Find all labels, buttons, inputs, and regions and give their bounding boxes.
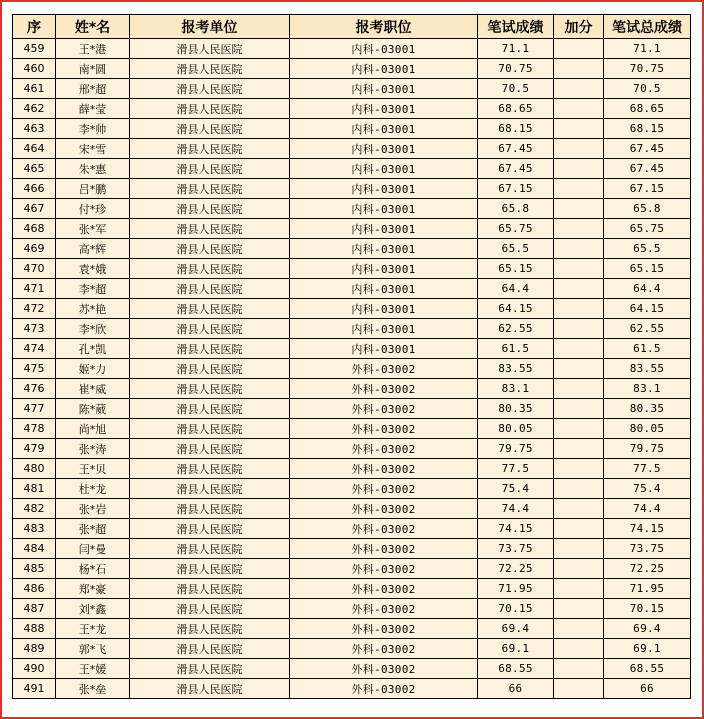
position-cell: 内科-03001 (290, 199, 478, 219)
total-score-cell: 68.65 (604, 99, 691, 119)
bonus-cell (554, 559, 604, 579)
table-row (13, 259, 691, 279)
unit-cell: 滑县人民医院 (130, 599, 290, 619)
serial-cell: 489 (13, 639, 56, 659)
name-cell: 杨*石 (56, 559, 130, 579)
written-score-cell: 69.4 (478, 619, 554, 639)
name-cell: 付*珍 (56, 199, 130, 219)
bonus-cell (554, 639, 604, 659)
position-cell: 内科-03001 (290, 59, 478, 79)
written-score-cell: 74.15 (478, 519, 554, 539)
serial-cell: 462 (13, 99, 56, 119)
total-score-cell: 74.15 (604, 519, 691, 539)
written-score-cell: 64.15 (478, 299, 554, 319)
position-cell: 内科-03001 (290, 39, 478, 59)
name-cell: 高*辉 (56, 239, 130, 259)
table-row (13, 339, 691, 359)
bonus-cell (554, 99, 604, 119)
unit-cell: 滑县人民医院 (130, 239, 290, 259)
position-cell: 内科-03001 (290, 99, 478, 119)
written-score-cell: 67.45 (478, 159, 554, 179)
table-row (13, 99, 691, 119)
table-row (13, 179, 691, 199)
name-cell: 王*龙 (56, 619, 130, 639)
table-row (13, 159, 691, 179)
bonus-cell (554, 579, 604, 599)
bonus-cell (554, 139, 604, 159)
written-score-cell: 68.55 (478, 659, 554, 679)
position-cell: 内科-03001 (290, 159, 478, 179)
unit-cell: 滑县人民医院 (130, 559, 290, 579)
header-serial: 序 (13, 15, 56, 39)
total-score-cell: 66 (604, 679, 691, 699)
serial-cell: 472 (13, 299, 56, 319)
position-cell: 外科-03002 (290, 359, 478, 379)
name-cell: 李*欣 (56, 319, 130, 339)
bonus-cell (554, 239, 604, 259)
serial-cell: 485 (13, 559, 56, 579)
unit-cell: 滑县人民医院 (130, 379, 290, 399)
written-score-cell: 80.35 (478, 399, 554, 419)
table-row (13, 79, 691, 99)
header-written-score: 笔试成绩 (478, 15, 554, 39)
position-cell: 内科-03001 (290, 279, 478, 299)
table-row (13, 379, 691, 399)
written-score-cell: 83.55 (478, 359, 554, 379)
unit-cell: 滑县人民医院 (130, 679, 290, 699)
table-row (13, 479, 691, 499)
serial-cell: 480 (13, 459, 56, 479)
written-score-cell: 75.4 (478, 479, 554, 499)
total-score-cell: 70.5 (604, 79, 691, 99)
bonus-cell (554, 179, 604, 199)
table-row (13, 59, 691, 79)
table-row (13, 239, 691, 259)
serial-cell: 474 (13, 339, 56, 359)
bonus-cell (554, 499, 604, 519)
total-score-cell: 75.4 (604, 479, 691, 499)
position-cell: 外科-03002 (290, 379, 478, 399)
name-cell: 苏*艳 (56, 299, 130, 319)
written-score-cell: 67.45 (478, 139, 554, 159)
unit-cell: 滑县人民医院 (130, 319, 290, 339)
table-row (13, 439, 691, 459)
unit-cell: 滑县人民医院 (130, 259, 290, 279)
serial-cell: 491 (13, 679, 56, 699)
bonus-cell (554, 79, 604, 99)
written-score-cell: 71.1 (478, 39, 554, 59)
table-row (13, 119, 691, 139)
name-cell: 吕*鹏 (56, 179, 130, 199)
name-cell: 张*军 (56, 219, 130, 239)
written-score-cell: 66 (478, 679, 554, 699)
name-cell: 王*贝 (56, 459, 130, 479)
bonus-cell (554, 119, 604, 139)
header-position: 报考职位 (290, 15, 478, 39)
total-score-cell: 67.15 (604, 179, 691, 199)
total-score-cell: 79.75 (604, 439, 691, 459)
total-score-cell: 67.45 (604, 159, 691, 179)
written-score-cell: 73.75 (478, 539, 554, 559)
serial-cell: 471 (13, 279, 56, 299)
total-score-cell: 70.75 (604, 59, 691, 79)
name-cell: 薛*莹 (56, 99, 130, 119)
bonus-cell (554, 539, 604, 559)
bonus-cell (554, 379, 604, 399)
bonus-cell (554, 479, 604, 499)
unit-cell: 滑县人民医院 (130, 499, 290, 519)
name-cell: 李*帅 (56, 119, 130, 139)
total-score-cell: 83.1 (604, 379, 691, 399)
written-score-cell: 74.4 (478, 499, 554, 519)
written-score-cell: 80.05 (478, 419, 554, 439)
serial-cell: 468 (13, 219, 56, 239)
total-score-cell: 69.1 (604, 639, 691, 659)
table-row (13, 199, 691, 219)
name-cell: 尚*旭 (56, 419, 130, 439)
written-score-cell: 68.15 (478, 119, 554, 139)
serial-cell: 464 (13, 139, 56, 159)
unit-cell: 滑县人民医院 (130, 539, 290, 559)
bonus-cell (554, 599, 604, 619)
serial-cell: 465 (13, 159, 56, 179)
unit-cell: 滑县人民医院 (130, 339, 290, 359)
position-cell: 内科-03001 (290, 319, 478, 339)
position-cell: 内科-03001 (290, 219, 478, 239)
position-cell: 外科-03002 (290, 499, 478, 519)
serial-cell: 459 (13, 39, 56, 59)
position-cell: 外科-03002 (290, 459, 478, 479)
total-score-cell: 67.45 (604, 139, 691, 159)
name-cell: 宋*雪 (56, 139, 130, 159)
header-name: 姓*名 (56, 15, 130, 39)
serial-cell: 486 (13, 579, 56, 599)
position-cell: 外科-03002 (290, 399, 478, 419)
serial-cell: 477 (13, 399, 56, 419)
position-cell: 外科-03002 (290, 439, 478, 459)
name-cell: 郑*豪 (56, 579, 130, 599)
unit-cell: 滑县人民医院 (130, 219, 290, 239)
bonus-cell (554, 519, 604, 539)
written-score-cell: 65.15 (478, 259, 554, 279)
table-row (13, 519, 691, 539)
unit-cell: 滑县人民医院 (130, 159, 290, 179)
bonus-cell (554, 459, 604, 479)
header-total-score: 笔试总成绩 (604, 15, 691, 39)
written-score-cell: 65.8 (478, 199, 554, 219)
position-cell: 外科-03002 (290, 419, 478, 439)
written-score-cell: 65.5 (478, 239, 554, 259)
table-row (13, 459, 691, 479)
serial-cell: 482 (13, 499, 56, 519)
unit-cell: 滑县人民医院 (130, 439, 290, 459)
unit-cell: 滑县人民医院 (130, 399, 290, 419)
serial-cell: 490 (13, 659, 56, 679)
total-score-cell: 65.15 (604, 259, 691, 279)
total-score-cell: 65.75 (604, 219, 691, 239)
bonus-cell (554, 159, 604, 179)
table-row (13, 539, 691, 559)
bonus-cell (554, 679, 604, 699)
written-score-cell: 70.5 (478, 79, 554, 99)
serial-cell: 463 (13, 119, 56, 139)
bonus-cell (554, 619, 604, 639)
unit-cell: 滑县人民医院 (130, 119, 290, 139)
header-unit: 报考单位 (130, 15, 290, 39)
serial-cell: 488 (13, 619, 56, 639)
total-score-cell: 80.05 (604, 419, 691, 439)
name-cell: 张*超 (56, 519, 130, 539)
name-cell: 袁*娥 (56, 259, 130, 279)
total-score-cell: 69.4 (604, 619, 691, 639)
bonus-cell (554, 359, 604, 379)
total-score-cell: 72.25 (604, 559, 691, 579)
total-score-cell: 71.95 (604, 579, 691, 599)
name-cell: 王*媛 (56, 659, 130, 679)
unit-cell: 滑县人民医院 (130, 479, 290, 499)
serial-cell: 469 (13, 239, 56, 259)
position-cell: 内科-03001 (290, 179, 478, 199)
unit-cell: 滑县人民医院 (130, 419, 290, 439)
table-row (13, 659, 691, 679)
total-score-cell: 73.75 (604, 539, 691, 559)
table-body (13, 39, 691, 699)
serial-cell: 479 (13, 439, 56, 459)
written-score-cell: 71.95 (478, 579, 554, 599)
exam-score-table (12, 14, 691, 699)
written-score-cell: 69.1 (478, 639, 554, 659)
unit-cell: 滑县人民医院 (130, 99, 290, 119)
table-row (13, 559, 691, 579)
unit-cell: 滑县人民医院 (130, 459, 290, 479)
position-cell: 外科-03002 (290, 599, 478, 619)
table-row (13, 579, 691, 599)
written-score-cell: 70.15 (478, 599, 554, 619)
position-cell: 外科-03002 (290, 619, 478, 639)
unit-cell: 滑县人民医院 (130, 519, 290, 539)
position-cell: 外科-03002 (290, 479, 478, 499)
position-cell: 内科-03001 (290, 79, 478, 99)
name-cell: 刘*鑫 (56, 599, 130, 619)
table-row (13, 419, 691, 439)
total-score-cell: 64.4 (604, 279, 691, 299)
bonus-cell (554, 419, 604, 439)
unit-cell: 滑县人民医院 (130, 639, 290, 659)
unit-cell: 滑县人民医院 (130, 359, 290, 379)
name-cell: 南*圆 (56, 59, 130, 79)
bonus-cell (554, 299, 604, 319)
unit-cell: 滑县人民医院 (130, 179, 290, 199)
name-cell: 张*岩 (56, 499, 130, 519)
serial-cell: 466 (13, 179, 56, 199)
serial-cell: 481 (13, 479, 56, 499)
bonus-cell (554, 199, 604, 219)
table-row (13, 39, 691, 59)
table-row (13, 299, 691, 319)
unit-cell: 滑县人民医院 (130, 79, 290, 99)
position-cell: 外科-03002 (290, 679, 478, 699)
header-bonus: 加分 (554, 15, 604, 39)
total-score-cell: 70.15 (604, 599, 691, 619)
table-row (13, 219, 691, 239)
unit-cell: 滑县人民医院 (130, 59, 290, 79)
table-row (13, 279, 691, 299)
written-score-cell: 62.55 (478, 319, 554, 339)
table-row (13, 639, 691, 659)
unit-cell: 滑县人民医院 (130, 279, 290, 299)
position-cell: 内科-03001 (290, 339, 478, 359)
total-score-cell: 65.8 (604, 199, 691, 219)
written-score-cell: 77.5 (478, 459, 554, 479)
name-cell: 张*涛 (56, 439, 130, 459)
position-cell: 外科-03002 (290, 579, 478, 599)
total-score-cell: 68.55 (604, 659, 691, 679)
serial-cell: 461 (13, 79, 56, 99)
name-cell: 崔*威 (56, 379, 130, 399)
unit-cell: 滑县人民医院 (130, 299, 290, 319)
unit-cell: 滑县人民医院 (130, 199, 290, 219)
unit-cell: 滑县人民医院 (130, 659, 290, 679)
name-cell: 邢*超 (56, 79, 130, 99)
name-cell: 朱*惠 (56, 159, 130, 179)
total-score-cell: 61.5 (604, 339, 691, 359)
position-cell: 内科-03001 (290, 119, 478, 139)
written-score-cell: 70.75 (478, 59, 554, 79)
total-score-cell: 68.15 (604, 119, 691, 139)
total-score-cell: 62.55 (604, 319, 691, 339)
name-cell: 王*港 (56, 39, 130, 59)
table-row (13, 319, 691, 339)
written-score-cell: 64.4 (478, 279, 554, 299)
position-cell: 外科-03002 (290, 659, 478, 679)
position-cell: 内科-03001 (290, 299, 478, 319)
bonus-cell (554, 59, 604, 79)
name-cell: 李*超 (56, 279, 130, 299)
bonus-cell (554, 339, 604, 359)
bonus-cell (554, 399, 604, 419)
table-row (13, 679, 691, 699)
table-row (13, 619, 691, 639)
total-score-cell: 80.35 (604, 399, 691, 419)
unit-cell: 滑县人民医院 (130, 139, 290, 159)
position-cell: 内科-03001 (290, 139, 478, 159)
written-score-cell: 65.75 (478, 219, 554, 239)
position-cell: 内科-03001 (290, 239, 478, 259)
serial-cell: 475 (13, 359, 56, 379)
written-score-cell: 79.75 (478, 439, 554, 459)
bonus-cell (554, 659, 604, 679)
name-cell: 闫*曼 (56, 539, 130, 559)
serial-cell: 476 (13, 379, 56, 399)
written-score-cell: 72.25 (478, 559, 554, 579)
total-score-cell: 83.55 (604, 359, 691, 379)
written-score-cell: 83.1 (478, 379, 554, 399)
bonus-cell (554, 319, 604, 339)
written-score-cell: 68.65 (478, 99, 554, 119)
bonus-cell (554, 439, 604, 459)
serial-cell: 478 (13, 419, 56, 439)
table-header-row (13, 15, 691, 39)
unit-cell: 滑县人民医院 (130, 579, 290, 599)
unit-cell: 滑县人民医院 (130, 619, 290, 639)
total-score-cell: 74.4 (604, 499, 691, 519)
name-cell: 姬*力 (56, 359, 130, 379)
table-row (13, 359, 691, 379)
unit-cell: 滑县人民医院 (130, 39, 290, 59)
total-score-cell: 65.5 (604, 239, 691, 259)
position-cell: 外科-03002 (290, 559, 478, 579)
position-cell: 外科-03002 (290, 519, 478, 539)
bonus-cell (554, 259, 604, 279)
table-row (13, 499, 691, 519)
serial-cell: 470 (13, 259, 56, 279)
total-score-cell: 71.1 (604, 39, 691, 59)
written-score-cell: 61.5 (478, 339, 554, 359)
total-score-cell: 64.15 (604, 299, 691, 319)
position-cell: 内科-03001 (290, 259, 478, 279)
table-row (13, 139, 691, 159)
bonus-cell (554, 39, 604, 59)
table-row (13, 399, 691, 419)
name-cell: 张*垒 (56, 679, 130, 699)
table-row (13, 599, 691, 619)
name-cell: 陈*葳 (56, 399, 130, 419)
total-score-cell: 77.5 (604, 459, 691, 479)
position-cell: 外科-03002 (290, 639, 478, 659)
serial-cell: 487 (13, 599, 56, 619)
bonus-cell (554, 279, 604, 299)
serial-cell: 460 (13, 59, 56, 79)
bonus-cell (554, 219, 604, 239)
serial-cell: 467 (13, 199, 56, 219)
serial-cell: 473 (13, 319, 56, 339)
position-cell: 外科-03002 (290, 539, 478, 559)
written-score-cell: 67.15 (478, 179, 554, 199)
serial-cell: 483 (13, 519, 56, 539)
name-cell: 孔*凯 (56, 339, 130, 359)
name-cell: 郭*飞 (56, 639, 130, 659)
name-cell: 杜*龙 (56, 479, 130, 499)
serial-cell: 484 (13, 539, 56, 559)
